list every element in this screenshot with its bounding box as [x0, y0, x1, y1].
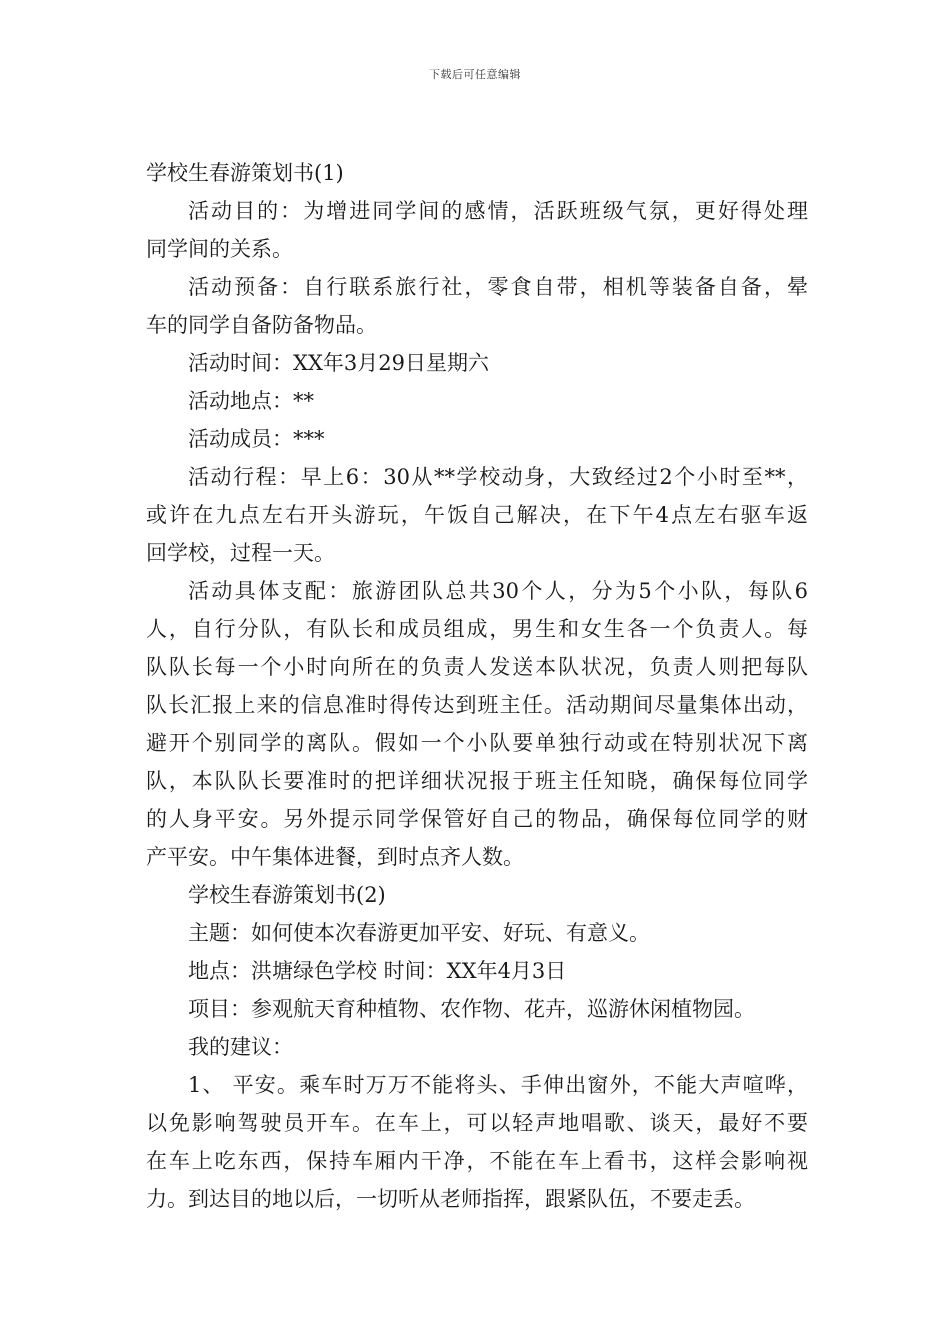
paragraph-preparation-line-1: 活动预备：自行联系旅行社，零食自带，相机等装备自备，晕 [188, 275, 808, 299]
paragraph-arrangement-line-7: 的人身平安。另外提示同学保管好自己的物品，确保每位同学的财 [146, 807, 808, 831]
paragraph-arrangement-line-8: 产平安。中午集体进餐，到时点齐人数。 [146, 845, 524, 869]
paragraph-items: 项目：参观航天育种植物、农作物、花卉，巡游休闲植物园。 [188, 997, 755, 1021]
section-title-2: 学校生春游策划书(2) [188, 883, 386, 907]
paragraph-safety-line-1: 1、 平安。乘车时万万不能将头、手伸出窗外，不能大声喧哗， [188, 1073, 808, 1097]
paragraph-place-time: 地点：洪塘绿色学校 时间：XX年4月3日 [188, 959, 567, 983]
section-title-1: 学校生春游策划书(1) [146, 161, 344, 185]
paragraph-arrangement-line-1: 活动具体支配：旅游团队总共30个人，分为5个小队，每队6 [188, 579, 808, 603]
document-body [146, 154, 808, 1218]
suggestion-heading: 我的建议： [188, 1035, 293, 1059]
paragraph-purpose-line-2: 同学间的关系。 [146, 237, 293, 261]
page-header-note: 下载后可任意编辑 [429, 68, 521, 81]
paragraph-safety-line-2: 以免影响驾驶员开车。在车上，可以轻声地唱歌、谈天，最好不要 [146, 1111, 808, 1135]
paragraph-safety-line-3: 在车上吃东西，保持车厢内干净，不能在车上看书，这样会影响视 [146, 1149, 808, 1173]
paragraph-members: 活动成员：*** [188, 427, 325, 451]
paragraph-itinerary-line-2: 或许在九点左右开头游玩，午饭自己解决，在下午4点左右驱车返 [146, 503, 808, 527]
paragraph-place: 活动地点：** [188, 389, 314, 413]
paragraph-arrangement-line-6: 队，本队队长要准时的把详细状况报于班主任知晓，确保每位同学 [146, 769, 808, 793]
paragraph-preparation-line-2: 车的同学自备防备物品。 [146, 313, 377, 337]
paragraph-arrangement-line-3: 队队长每一个小时向所在的负责人发送本队状况，负责人则把每队 [146, 655, 808, 679]
paragraph-purpose-line-1: 活动目的：为增进同学间的感情，活跃班级气氛，更好得处理 [188, 199, 808, 223]
paragraph-safety-line-4: 力。到达目的地以后，一切听从老师指挥，跟紧队伍，不要走丢。 [146, 1187, 755, 1211]
paragraph-arrangement-line-2: 人，自行分队，有队长和成员组成，男生和女生各一个负责人。每 [146, 617, 808, 641]
paragraph-arrangement-line-4: 队长汇报上来的信息准时得传达到班主任。活动期间尽量集体出动， [146, 693, 808, 717]
paragraph-theme: 主题：如何使本次春游更加平安、好玩、有意义。 [188, 921, 650, 945]
paragraph-arrangement-line-5: 避开个别同学的离队。假如一个小队要单独行动或在特别状况下离 [146, 731, 808, 755]
paragraph-time: 活动时间：XX年3月29日星期六 [188, 351, 489, 375]
paragraph-itinerary-line-3: 回学校，过程一天。 [146, 541, 335, 565]
paragraph-itinerary-line-1: 活动行程：早上6：30从**学校动身，大致经过2个小时至**， [188, 465, 808, 489]
